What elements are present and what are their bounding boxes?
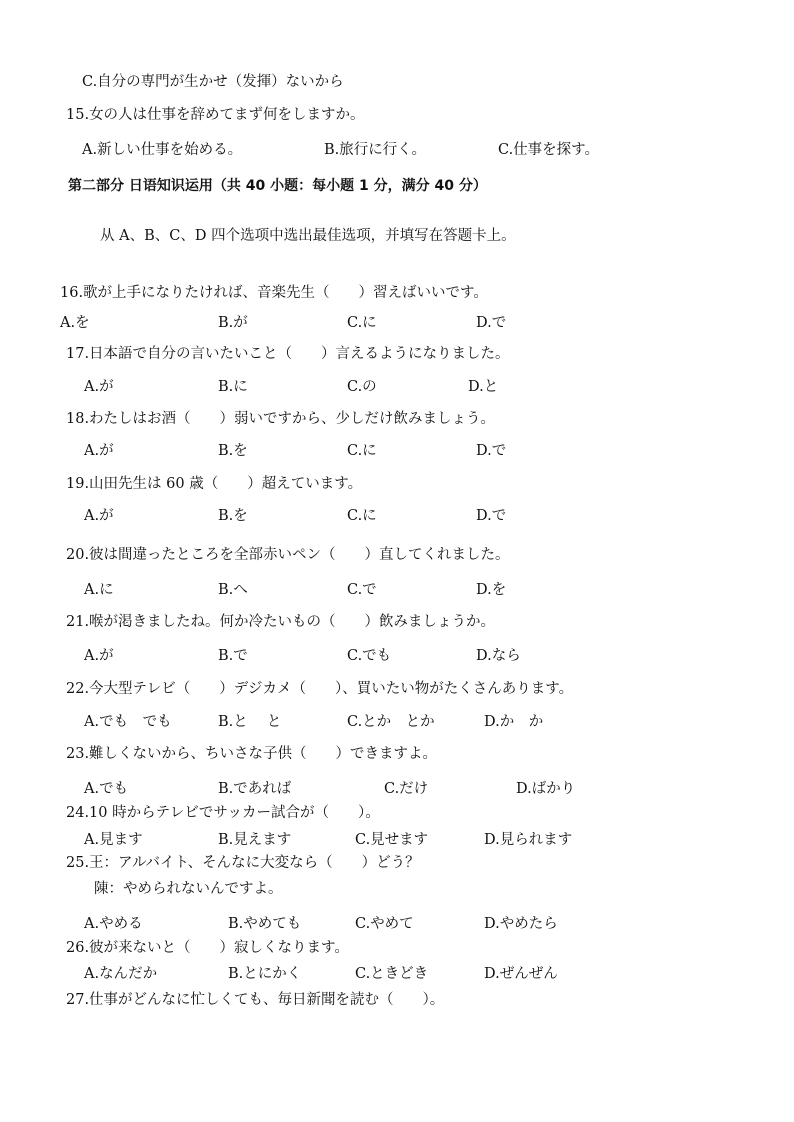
- option: C.でも: [347, 648, 392, 664]
- option: B.へ: [218, 582, 248, 598]
- option: B.やめても: [228, 916, 302, 932]
- option: D.ぜんぜん: [484, 966, 558, 982]
- option: A.が: [84, 508, 114, 524]
- option: D.見られます: [484, 832, 573, 848]
- section-title: 第二部分 日语知识运用（共 40 小题：每小题 1 分，满分 40 分）: [68, 178, 487, 194]
- option: B.とにかく: [228, 966, 302, 982]
- option: B.であれば: [218, 781, 292, 797]
- option: A.が: [84, 379, 114, 395]
- option: A.でも: [84, 781, 129, 797]
- option: B.を: [218, 443, 248, 459]
- option: B.と と: [218, 714, 282, 730]
- question-21-text: 21.喉が渇きましたね。何か冷たいもの（ ）飲みましょうか。: [66, 614, 496, 630]
- option: B.で: [218, 648, 248, 664]
- section-instruction: 从 A、B、C、D 四个选项中选出最佳选项，并填写在答题卡上。: [100, 228, 516, 244]
- option: B.を: [218, 508, 248, 524]
- option: A.新しい仕事を始める。: [82, 142, 243, 158]
- option: A.が: [84, 648, 114, 664]
- question-25-text: 25.王：アルバイト、そんなに大変なら（ ）どう？: [66, 855, 420, 871]
- option: A.を: [60, 315, 90, 331]
- option: C.ときどき: [355, 966, 429, 982]
- question-27-text: 27.仕事がどんなに忙しくても、毎日新聞を読む（ ）。: [66, 992, 445, 1008]
- option: B.旅行に行く。: [324, 142, 426, 158]
- option: D.やめたら: [484, 916, 558, 932]
- question-22-text: 22.今大型テレビ（ ）デジカメ（ ）、買いたい物がたくさんあります。: [66, 681, 574, 697]
- option: D.ばかり: [516, 781, 576, 797]
- option: A.が: [84, 443, 114, 459]
- question-24-text: 24.10 時からテレビでサッカー試合が（ ）。: [66, 805, 380, 821]
- option: B.が: [218, 315, 248, 331]
- option: C.やめて: [355, 916, 414, 932]
- option: B.見えます: [218, 832, 292, 848]
- option: C.の: [347, 379, 377, 395]
- option: A.に: [84, 582, 114, 598]
- option: D.か か: [484, 714, 544, 730]
- option: C.に: [347, 443, 377, 459]
- option: D.を: [476, 582, 507, 598]
- question-18-text: 18.わたしはお酒（ ）弱いですから、少しだけ飲みましょう。: [66, 411, 496, 427]
- option: C.で: [347, 582, 377, 598]
- question-26-text: 26.彼が来ないと（ ）寂しくなります。: [66, 940, 349, 956]
- option: A.見ます: [84, 832, 143, 848]
- option: A.やめる: [84, 916, 143, 932]
- option: D.で: [476, 508, 507, 524]
- question-25-reply: 陳：やめられないんですよ。: [94, 881, 283, 897]
- option: D.なら: [476, 648, 521, 664]
- option: C.に: [347, 508, 377, 524]
- option: C.仕事を探す。: [498, 142, 600, 158]
- question-23-text: 23.難しくないから、ちいさな子供（ ）できますよ。: [66, 746, 438, 762]
- question-19-text: 19.山田先生は 60 歳（ ）超えています。: [66, 476, 363, 492]
- option: A.なんだか: [84, 966, 158, 982]
- option: D.と: [468, 379, 499, 395]
- option: D.で: [476, 443, 507, 459]
- option: C.に: [347, 315, 377, 331]
- option: A.でも でも: [84, 714, 172, 730]
- question-15-text: 15.女の人は仕事を辞めてまず何をしますか。: [66, 107, 365, 123]
- option: C.だけ: [384, 781, 429, 797]
- question-14-option-c: C.自分の専門が生かせ（发揮）ないから: [82, 74, 344, 90]
- option: D.で: [476, 315, 507, 331]
- question-20-text: 20.彼は間違ったところを全部赤いペン（ ）直してくれました。: [66, 547, 510, 563]
- option: C.見せます: [355, 832, 429, 848]
- question-16-text: 16.歌が上手になりたければ、音楽先生（ ）習えばいいです。: [60, 285, 488, 301]
- question-17-text: 17.日本語で自分の言いたいこと（ ）言えるようになりました。: [66, 346, 510, 362]
- option: B.に: [218, 379, 248, 395]
- option: C.とか とか: [347, 714, 435, 730]
